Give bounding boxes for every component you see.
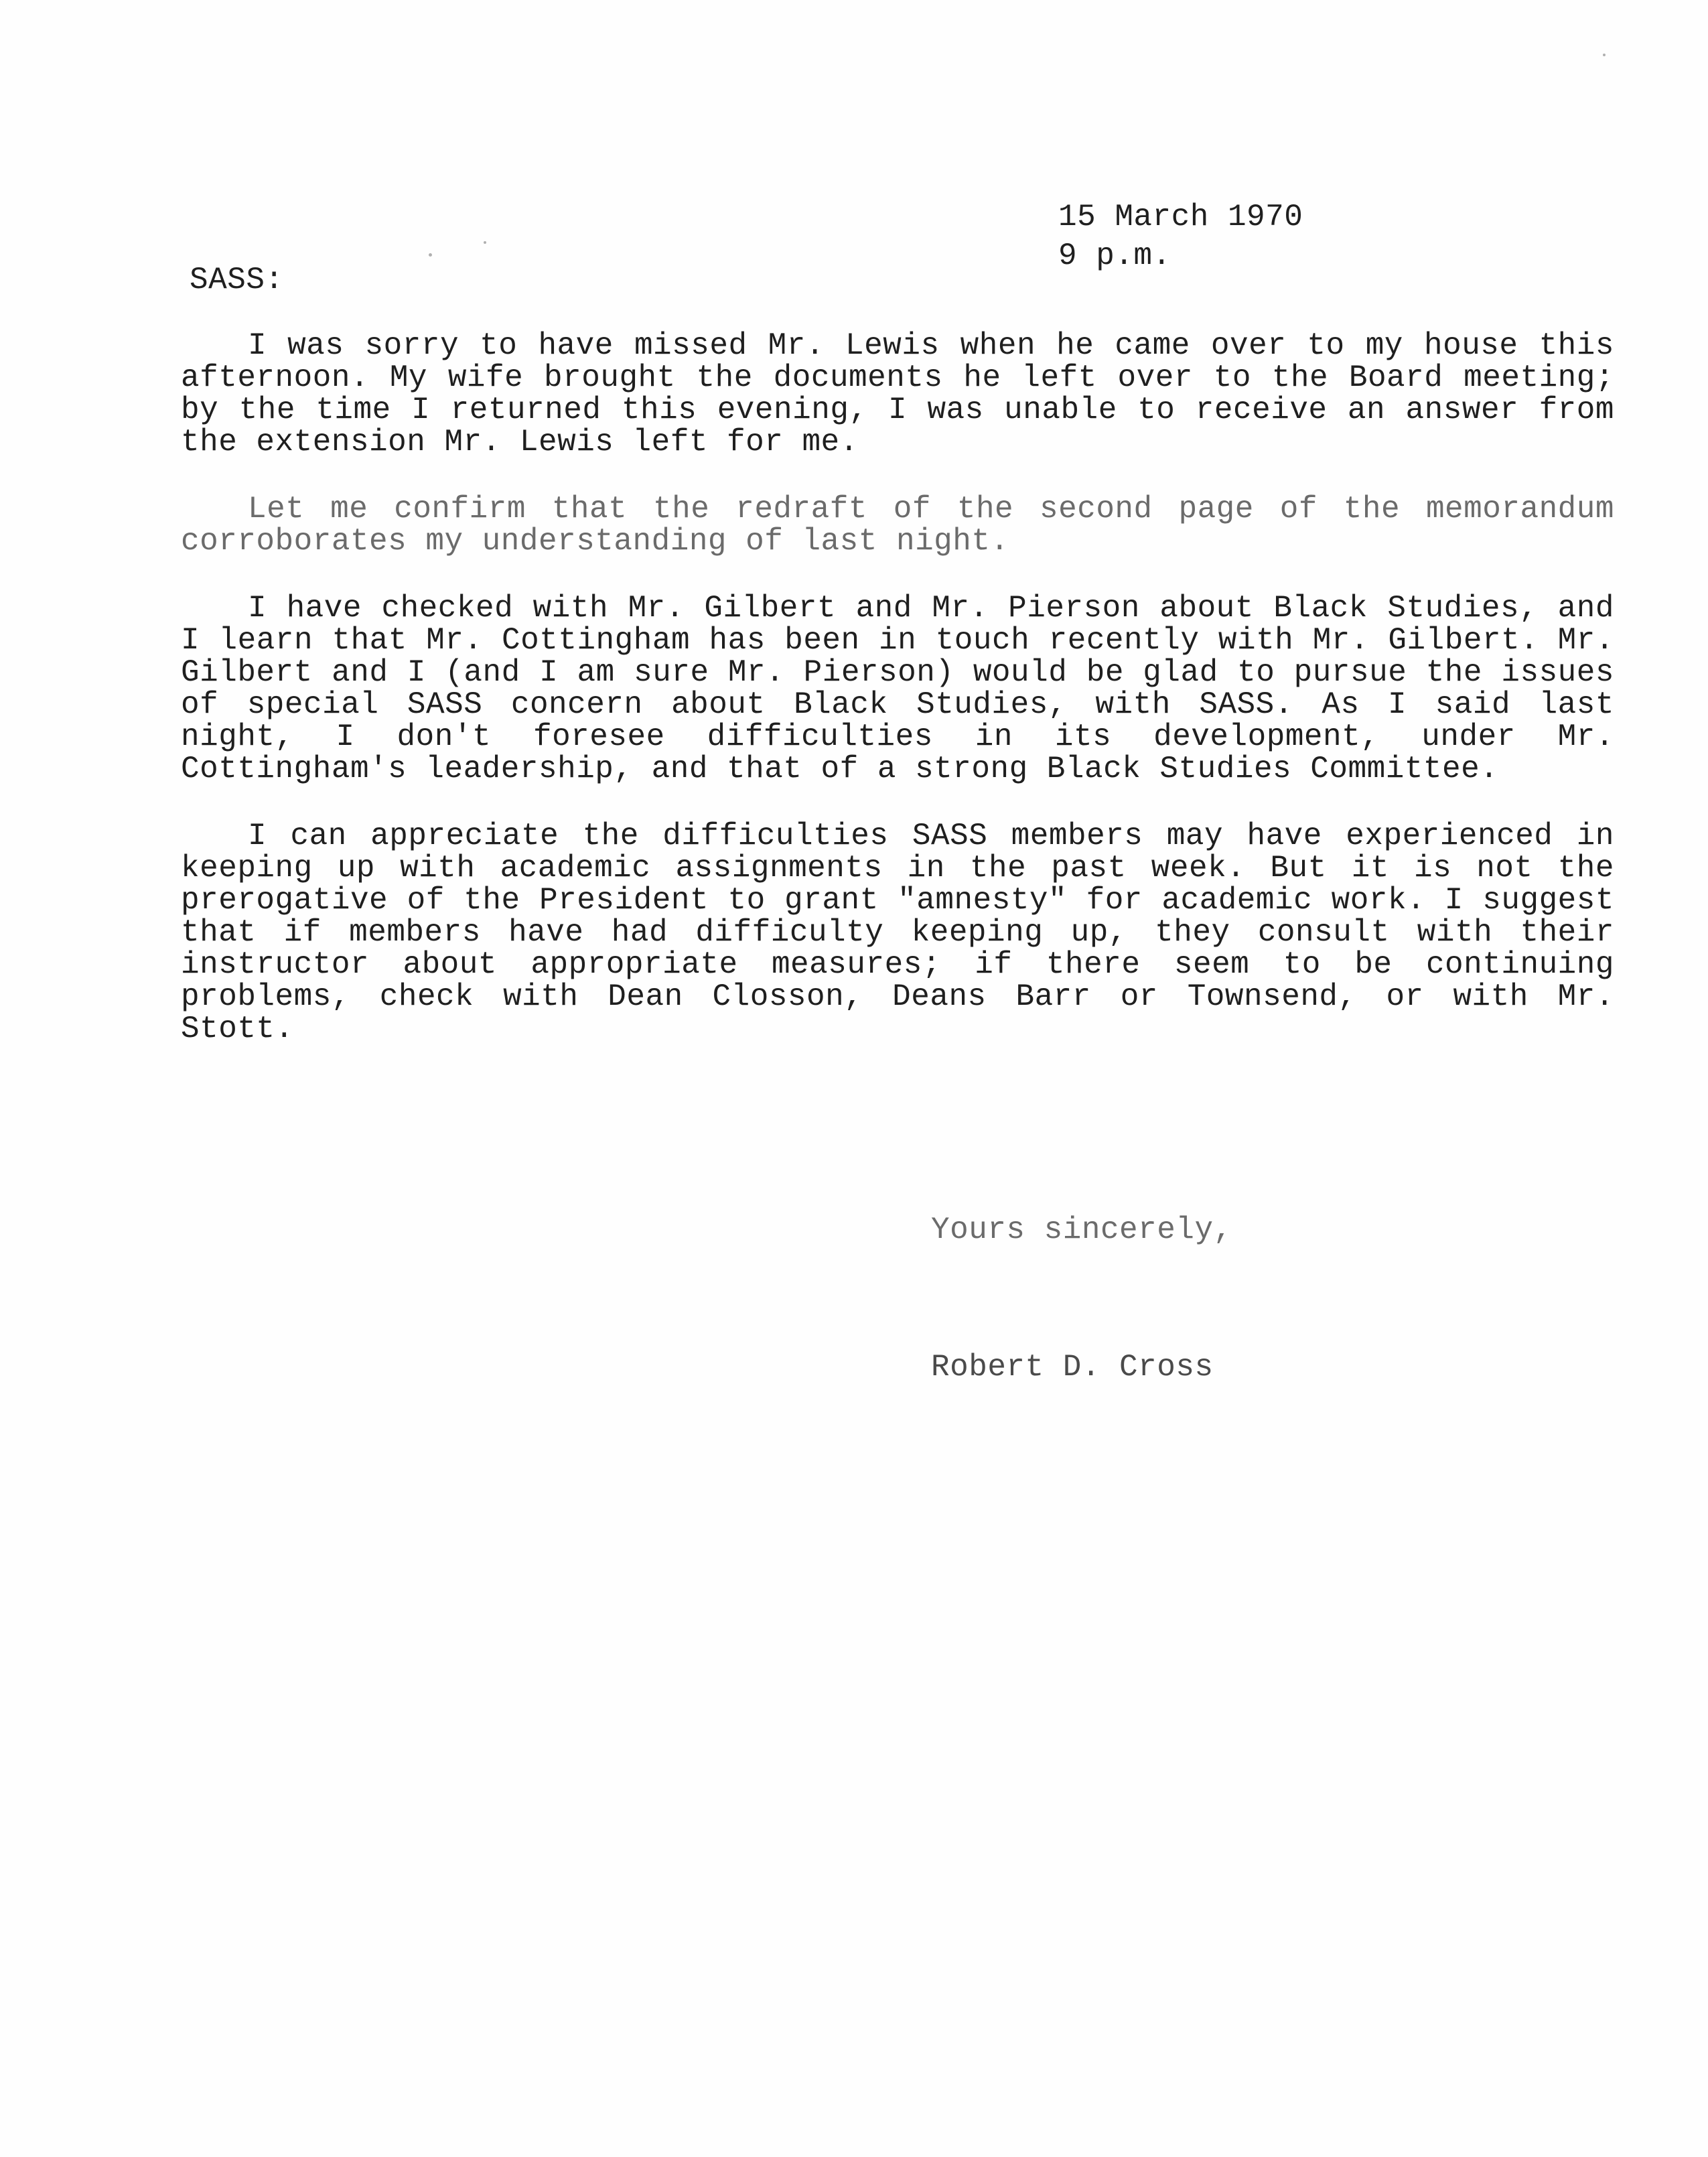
paragraph-missed-visit: I was sorry to have missed Mr. Lewis when he came over to my house this afternoon. My wife brought the documents he left over to the Board meeting; by the time I returned this evening, I was unable to receive an answer from the extension Mr. Lewis left for me.: [181, 328, 1614, 460]
salutation: SASS:: [190, 263, 284, 297]
paper-speck: [484, 241, 486, 244]
typed-signature: Robert D. Cross: [931, 1350, 1214, 1385]
letter-time: 9 p.m.: [1058, 238, 1171, 273]
letter-body: [181, 330, 1614, 1080]
paper-speck: [429, 253, 432, 257]
date-block: [1058, 198, 1303, 275]
paragraph-memorandum: Let me confirm that the redraft of the second page of the memorandum corroborates my understanding of last night.: [181, 492, 1614, 559]
closing: Yours sincerely,: [931, 1212, 1232, 1247]
letter-date: 15 March 1970: [1058, 200, 1303, 234]
paragraph-black-studies: I have checked with Mr. Gilbert and Mr. Pierson about Black Studies, and I learn that Mr. Cottingham has been in touch recently with Mr. Gilbert. Mr. Gilbert and I (and I am sure Mr. Pierson) would be glad to pursue the issues of special SASS concern about Black Studies, with SASS. As I said last night, I don't foresee difficulties in its development, under Mr. Cottingham's leadership, and that of a strong Black Studies Committee.: [181, 591, 1614, 786]
paper-speck: [1603, 54, 1606, 56]
paragraph-academic-work: I can appreciate the difficulties SASS members may have experienced in keeping up with academic assignments in the past week. But it is not the prerogative of the President to grant "amnesty" for academic work. I suggest that if members have had difficulty keeping up, they consult with their instructor about appropriate measures; if there seem to be continuing problems, check with Dean Closson, Deans Barr or Townsend, or with Mr. Stott.: [181, 819, 1614, 1046]
